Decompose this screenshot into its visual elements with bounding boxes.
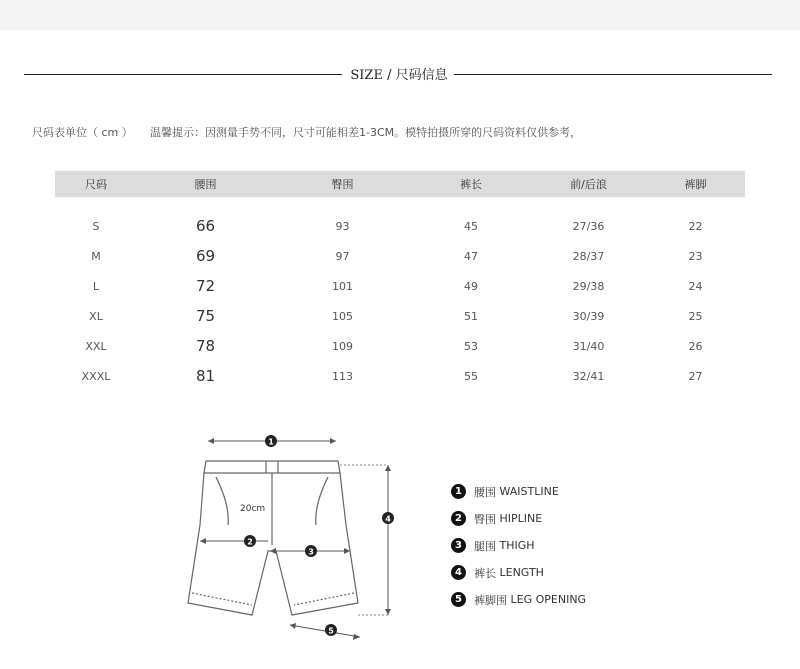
header-size: 尺码 xyxy=(85,178,107,191)
legend-item-thigh xyxy=(451,532,586,559)
cell-hip: 105 xyxy=(332,309,353,323)
legend-cn: 臀围 xyxy=(474,512,496,526)
table-header xyxy=(55,171,745,197)
cell-waist: 75 xyxy=(195,307,216,325)
cell-leg-opening: 27 xyxy=(688,369,703,383)
table-row xyxy=(55,211,745,241)
unit-note: 尺码表单位（ cm ） xyxy=(32,126,133,139)
cell-waist: 78 xyxy=(195,337,216,355)
legend-item-hipline xyxy=(451,505,586,532)
legend-cn: 裤长 xyxy=(474,566,496,580)
table-body xyxy=(55,211,745,391)
header-leg-opening: 裤脚 xyxy=(684,178,707,191)
cell-size: XXXL xyxy=(81,369,111,383)
legend-item-length xyxy=(451,559,586,586)
cell-size: M xyxy=(91,249,101,263)
number-5-icon: 5 xyxy=(451,592,466,607)
cell-rise: 28/37 xyxy=(572,249,605,263)
legend-cn: 腰围 xyxy=(474,485,496,499)
legend-en: HIPLINE xyxy=(499,512,543,525)
number-4-icon: 4 xyxy=(451,565,466,580)
title-divider-left xyxy=(24,74,342,75)
cell-size: XL xyxy=(89,309,103,323)
table-row xyxy=(55,361,745,391)
cell-leg-opening: 26 xyxy=(688,339,703,353)
cell-rise: 31/40 xyxy=(572,339,605,353)
cell-hip: 97 xyxy=(335,249,350,263)
title-divider-right xyxy=(454,74,772,75)
cell-length: 55 xyxy=(464,369,478,383)
cell-rise: 32/41 xyxy=(572,369,605,383)
cell-length: 45 xyxy=(464,219,478,233)
legend-cn: 裤脚围 xyxy=(474,593,507,607)
cell-leg-opening: 22 xyxy=(688,219,703,233)
cell-waist: 81 xyxy=(195,367,216,385)
legend-en: LENGTH xyxy=(499,566,544,579)
table-row xyxy=(55,331,745,361)
cell-leg-opening: 23 xyxy=(688,249,703,263)
svg-text:2: 2 xyxy=(247,537,253,547)
cell-length: 51 xyxy=(464,309,478,323)
cell-rise: 30/39 xyxy=(572,309,605,323)
hipline-marker xyxy=(200,535,268,547)
header-hip: 臀围 xyxy=(331,178,354,191)
svg-text:4: 4 xyxy=(385,514,391,524)
legend-cn: 腿围 xyxy=(474,539,496,553)
title-cn: 尺码信息 xyxy=(395,68,448,83)
svg-text:3: 3 xyxy=(308,547,314,557)
svg-text:1: 1 xyxy=(268,437,274,447)
shorts-measurement-diagram xyxy=(180,425,410,657)
legend-item-leg-opening xyxy=(451,586,586,613)
cell-hip: 93 xyxy=(335,219,350,233)
number-1-icon: 1 xyxy=(451,484,466,499)
measurement-legend xyxy=(451,478,586,613)
table-row xyxy=(55,301,745,331)
header-waist: 腰围 xyxy=(194,178,217,191)
cell-rise: 29/38 xyxy=(572,279,605,293)
leg-opening-marker xyxy=(290,623,360,640)
cell-waist: 69 xyxy=(195,247,216,265)
thigh-marker xyxy=(270,545,350,557)
cell-leg-opening: 24 xyxy=(688,279,703,293)
number-3-icon: 3 xyxy=(451,538,466,553)
cell-leg-opening: 25 xyxy=(688,309,703,323)
number-2-icon: 2 xyxy=(451,511,466,526)
table-row xyxy=(55,241,745,271)
cell-size: XXL xyxy=(85,339,107,353)
waistline-marker xyxy=(208,435,336,447)
cell-rise: 27/36 xyxy=(572,219,605,233)
cell-length: 53 xyxy=(464,339,478,353)
legend-en: THIGH xyxy=(499,539,535,552)
legend-en: LEG OPENING xyxy=(510,593,587,606)
cell-length: 49 xyxy=(464,279,478,293)
cell-waist: 72 xyxy=(195,277,216,295)
cell-size: S xyxy=(92,219,100,233)
title-separator: / xyxy=(382,68,396,83)
header-rise: 前/后浪 xyxy=(570,178,607,191)
cell-waist: 66 xyxy=(195,217,216,235)
cell-hip: 109 xyxy=(332,339,353,353)
top-band xyxy=(0,0,800,30)
tip-note: 温馨提示：因测量手势不同，尺寸可能相差1-3CM。模特拍摄所穿的尺码资料仅供参考， xyxy=(150,126,582,139)
section-title xyxy=(24,62,772,86)
cell-size: L xyxy=(92,279,100,293)
rise-20cm-label: 20cm xyxy=(240,504,266,514)
cell-length: 47 xyxy=(464,249,478,263)
header-length: 裤长 xyxy=(460,178,482,191)
cell-hip: 113 xyxy=(332,369,353,383)
section-title-text xyxy=(346,64,452,83)
svg-text:5: 5 xyxy=(328,626,334,636)
shorts-outline xyxy=(188,461,358,615)
size-table xyxy=(55,171,745,391)
title-en: SIZE xyxy=(350,68,383,83)
cell-hip: 101 xyxy=(332,279,353,293)
table-row xyxy=(55,271,745,301)
legend-item-waistline xyxy=(451,478,586,505)
legend-en: WAISTLINE xyxy=(499,485,559,498)
